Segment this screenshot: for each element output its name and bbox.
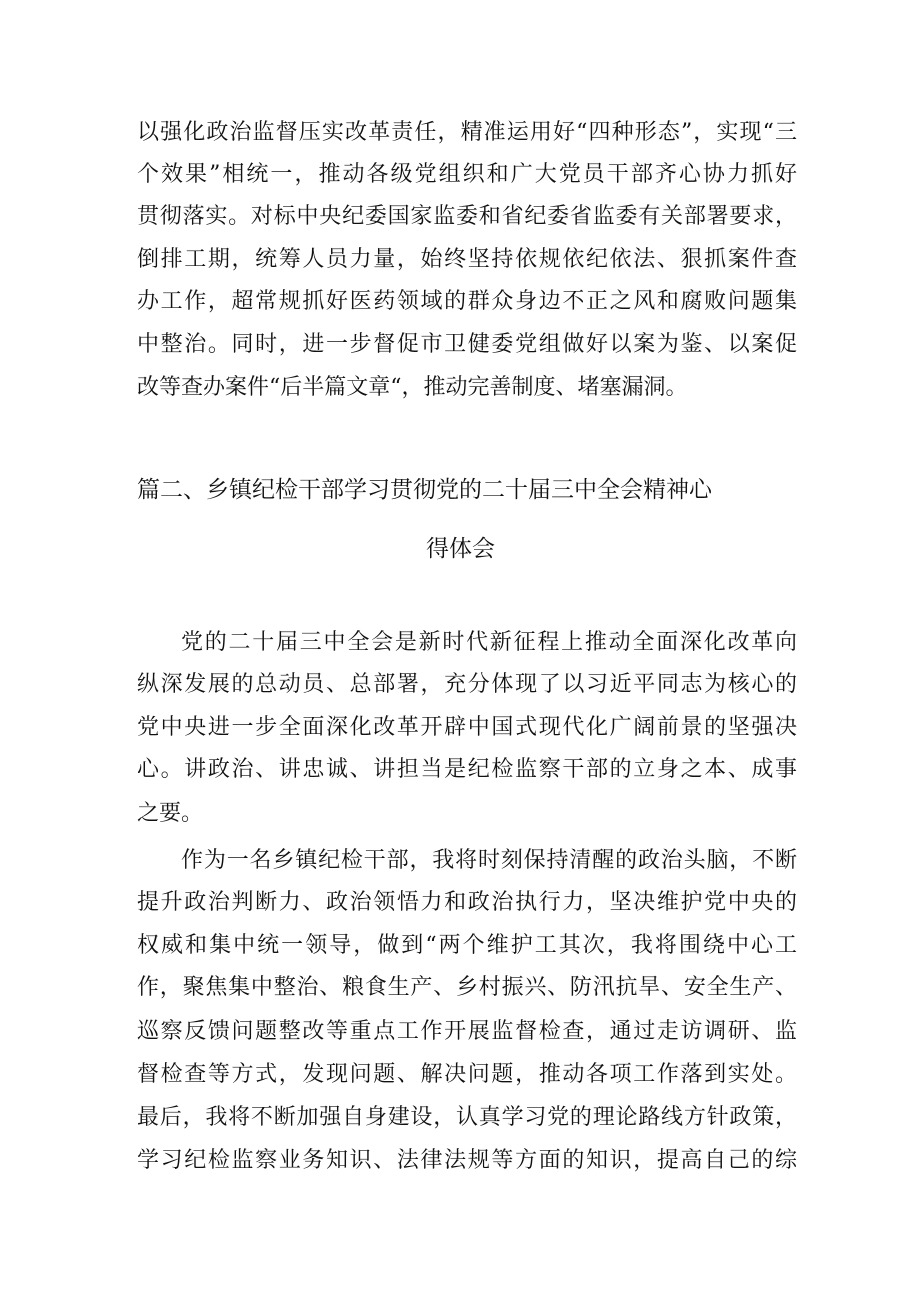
paragraph-line: 党中央进一步全面深化改革开辟中国式现代化广阔前景的坚强决: [137, 715, 797, 740]
paragraph-line: 巡察反馈问题整改等重点工作开展监督检查，通过走访调研、监: [137, 1019, 797, 1044]
paragraph-line: 贯彻落实。对标中央纪委国家监委和省纪委省监委有关部署要求，: [137, 204, 797, 229]
paragraph-line: 中整治。同时，进一步督促市卫健委党组做好以案为鉴、以案促: [137, 332, 797, 357]
paragraph-line: 办工作，超常规抓好医药领域的群众身边不正之风和腐败问题集: [137, 289, 797, 314]
paragraph-line: 权威和集中统一领导，做到“两个维护工其次，我将围绕中心工: [137, 933, 797, 958]
paragraph-line: 最后，我将不断加强自身建设，认真学习党的理论路线方针政策，: [137, 1105, 797, 1130]
paragraph-line: 改等查办案件“后半篇文章“，推动完善制度、堵塞漏洞。: [137, 375, 688, 400]
paragraph-line: 纵深发展的总动员、总部署，充分体现了以习近平同志为核心的: [137, 672, 797, 697]
paragraph-line: 作为一名乡镇纪检干部，我将时刻保持清醒的政治头脑，不断: [181, 848, 797, 873]
paragraph-line: 个效果”相统一，推动各级党组织和广大党员干部齐心协力抓好: [137, 162, 797, 187]
section-title: 篇二、乡镇纪检干部学习贯彻党的二十届三中全会精神心: [137, 477, 712, 503]
paragraph-line: 督检查等方式，发现问题、解决问题，推动各项工作落到实处。: [137, 1062, 797, 1087]
paragraph-line: 之要。: [137, 801, 204, 826]
paragraph-line: 党的二十届三中全会是新时代新征程上推动全面深化改革向: [181, 630, 797, 655]
paragraph-line: 学习纪检监察业务知识、法律法规等方面的知识，提高自己的综: [137, 1148, 797, 1173]
paragraph-line: 心。讲政治、讲忠诚、讲担当是纪检监察干部的立身之本、成事: [137, 757, 797, 782]
paragraph-line: 倒排工期，统筹人员力量，始终坚持依规依纪依法、狠抓案件查: [137, 247, 797, 272]
paragraph-line: 以强化政治监督压实改革责任，精准运用好“四种形态”，实现“三: [137, 120, 797, 145]
paragraph-line: 提升政治判断力、政治领悟力和政治执行力，坚决维护党中央的: [137, 890, 797, 915]
section-title-continued: 得体会: [426, 536, 495, 562]
paragraph-line: 作，聚焦集中整治、粮食生产、乡村振兴、防汛抗旱、安全生产、: [137, 975, 797, 1000]
